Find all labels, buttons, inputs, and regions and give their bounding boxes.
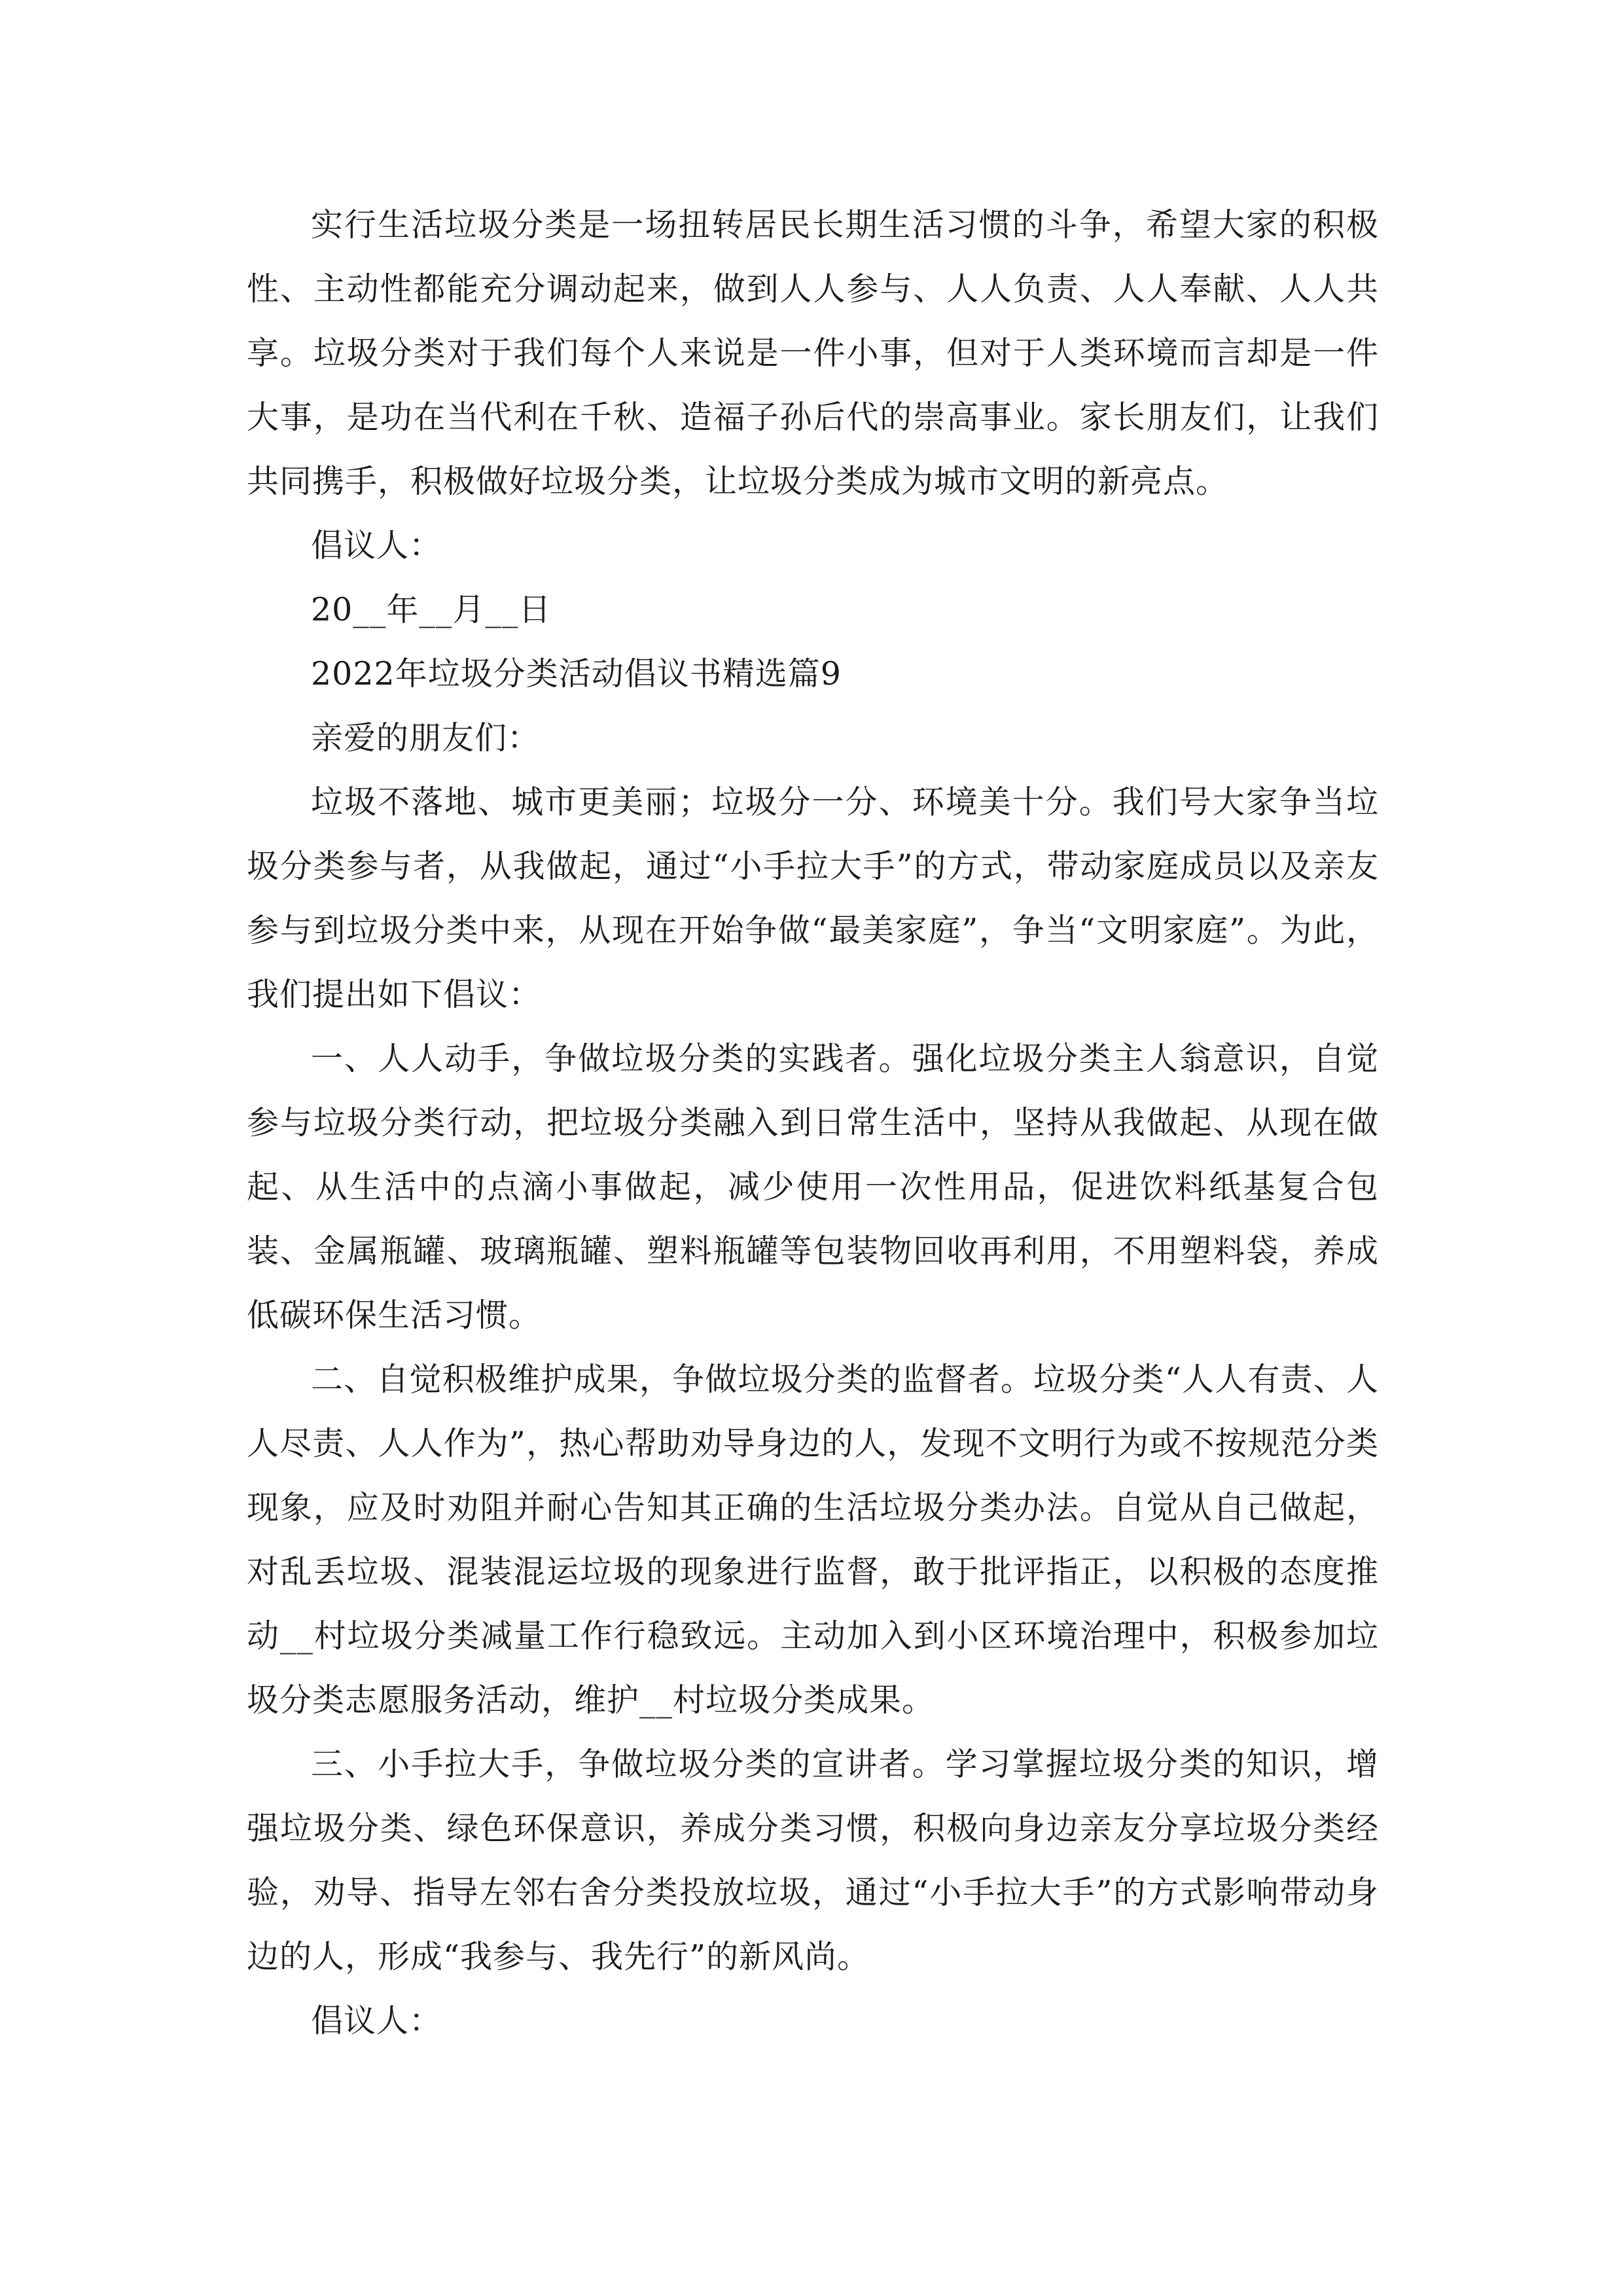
paragraph-proposal-3: 三、小手拉大手，争做垃圾分类的宣讲者。学习掌握垃圾分类的知识，增强垃圾分类、绿色环保意识，养成分类习惯，积极向身边亲友分享垃圾分类经验，劝导、指导左邻右舍分类投放垃圾，通过“小手拉大手”的方式影响带动身边的人，形成“我参与、我先行”的新风尚。: [247, 1746, 1379, 1975]
paragraph-closing-appeal: 实行生活垃圾分类是一场扭转居民长期生活习惯的斗争，希望大家的积极性、主动性都能充分调动起来，做到人人参与、人人负责、人人奉献、人人共享。垃圾分类对于我们每个人来说是一件小事，但对于人类环境而言却是一件大事，是功在当代利在千秋、造福子孙后代的崇高事业。家长朋友们，让我们共同携手，积极做好垃圾分类，让垃圾分类成为城市文明的新亮点。: [247, 206, 1379, 500]
date-placeholder: 20__年__月__日: [311, 591, 552, 628]
signatory-label: 倡议人：: [311, 527, 442, 564]
paragraph-intro: 垃圾不落地、城市更美丽；垃圾分一分、环境美十分。我们号大家争当垃圾分类参与者，从我做起，通过“小手拉大手”的方式，带动家庭成员以及亲友参与到垃圾分类中来，从现在开始争做“最美家庭”，争当“文明家庭”。为此，我们提出如下倡议：: [247, 783, 1379, 1013]
signatory-label-2: 倡议人：: [311, 2002, 442, 2039]
salutation: 亲爱的朋友们：: [311, 719, 541, 757]
section-title: 2022年垃圾分类活动倡议书精选篇9: [311, 655, 842, 692]
paragraph-proposal-1: 一、人人动手，争做垃圾分类的实践者。强化垃圾分类主人翁意识，自觉参与垃圾分类行动，把垃圾分类融入到日常生活中，坚持从我做起、从现在做起、从生活中的点滴小事做起，减少使用一次性用品，促进饮料纸基复合包装、金属瓶罐、玻璃瓶罐、塑料瓶罐等包装物回收再利用，不用塑料袋，养成低碳环保生活习惯。: [247, 1040, 1379, 1334]
paragraph-proposal-2: 二、自觉积极维护成果，争做垃圾分类的监督者。垃圾分类“人人有责、人人尽责、人人作为”，热心帮助劝导身边的人，发现不文明行为或不按规范分类现象，应及时劝阻并耐心告知其正确的生活垃圾分类办法。自觉从自己做起，对乱丢垃圾、混装混运垃圾的现象进行监督，敢于批评指正，以积极的态度推动__村垃圾分类减量工作行稳致远。主动加入到小区环境治理中，积极参加垃圾分类志愿服务活动，维护__村垃圾分类成果。: [247, 1361, 1379, 1719]
document-body: [247, 193, 1379, 2053]
